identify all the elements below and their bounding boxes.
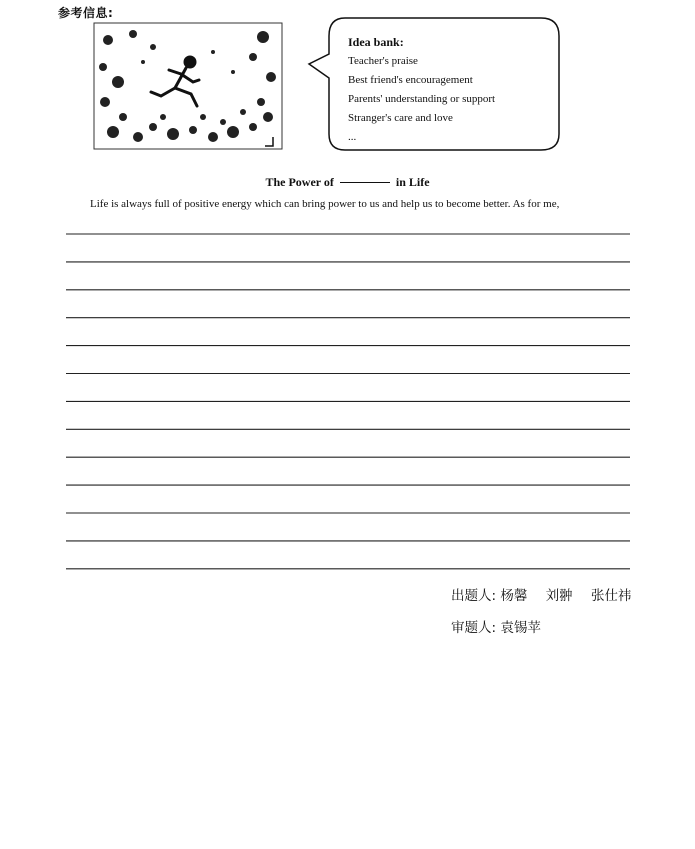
reviewer-label: 审题人:	[451, 620, 497, 636]
title-blank[interactable]	[340, 182, 390, 183]
author-name: 刘翀	[545, 588, 573, 604]
idea-bank-title: Idea bank:	[348, 35, 404, 49]
reviewer-line	[451, 612, 631, 644]
running-figure-illustration	[93, 22, 283, 150]
essay-title	[0, 175, 695, 190]
idea-item: ...	[348, 131, 357, 143]
authors-line	[451, 580, 631, 612]
reviewer-name: 袁锡苹	[500, 620, 541, 636]
author-name: 杨馨	[500, 588, 528, 604]
reference-info-label: 参考信息:	[58, 6, 114, 20]
essay-title-start: The Power of	[265, 175, 334, 189]
idea-item: Parents' understanding or support	[348, 93, 496, 105]
essay-title-end: in Life	[395, 175, 430, 189]
idea-item: Best friend's encouragement	[348, 74, 473, 86]
author-name: 张仕祎	[590, 588, 632, 604]
idea-item: Teacher's praise	[348, 55, 418, 67]
author-label: 出题人:	[451, 588, 497, 604]
idea-bank	[348, 33, 495, 147]
essay-intro-sentence: Life is always full of positive energy which can bring power to us and help us to become better. As for me,	[90, 198, 560, 210]
credits	[451, 580, 631, 644]
idea-item: Stranger's care and love	[348, 112, 453, 124]
